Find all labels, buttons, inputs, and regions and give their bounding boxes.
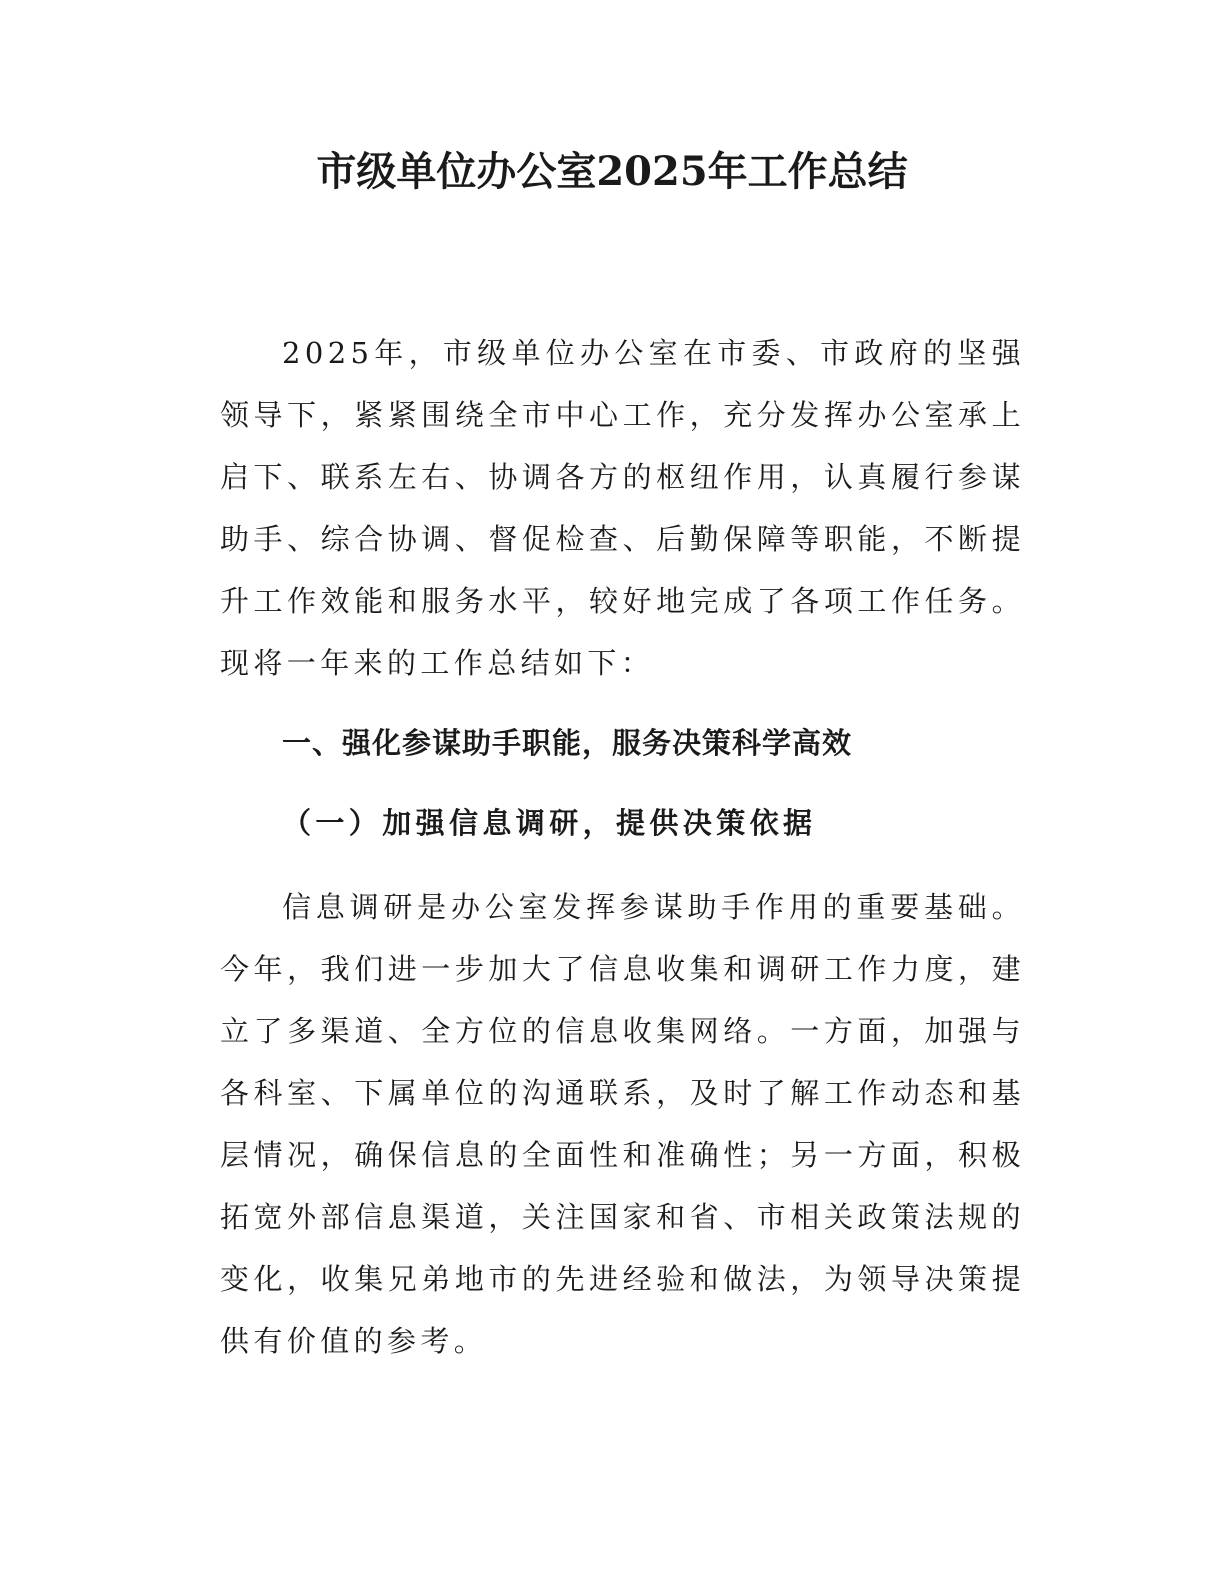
intro-paragraph: 2025年，市级单位办公室在市委、市政府的坚强领导下，紧紧围绕全市中心工作，充分发挥办公室承上启下、联系左右、协调各方的枢纽作用，认真履行参谋助手、综合协调、督促检查、后勤保障等职能，不断提升工作效能和服务水平，较好地完成了各项工作任务。现将一年来的工作总结如下： (220, 336, 1025, 680)
document-title: 市级单位办公室2025年工作总结 (316, 148, 908, 195)
subsection-1-paragraph: 信息调研是办公室发挥参谋助手作用的重要基础。今年，我们进一步加大了信息收集和调研工作力度，建立了多渠道、全方位的信息收集网络。一方面，加强与各科室、下属单位的沟通联系，及时了解工作动态和基层情况，确保信息的全面性和准确性；另一方面，积极拓宽外部信息渠道，关注国家和省、市相关政策法规的变化，收集兄弟地市的先进经验和做法，为领导决策提供有价值的参考。 (220, 890, 1025, 1358)
section-heading-1: 一、强化参谋助手职能，服务决策科学高效 (282, 726, 853, 760)
subsection-heading-1: （一）加强信息调研，提供决策依据 (282, 806, 817, 840)
